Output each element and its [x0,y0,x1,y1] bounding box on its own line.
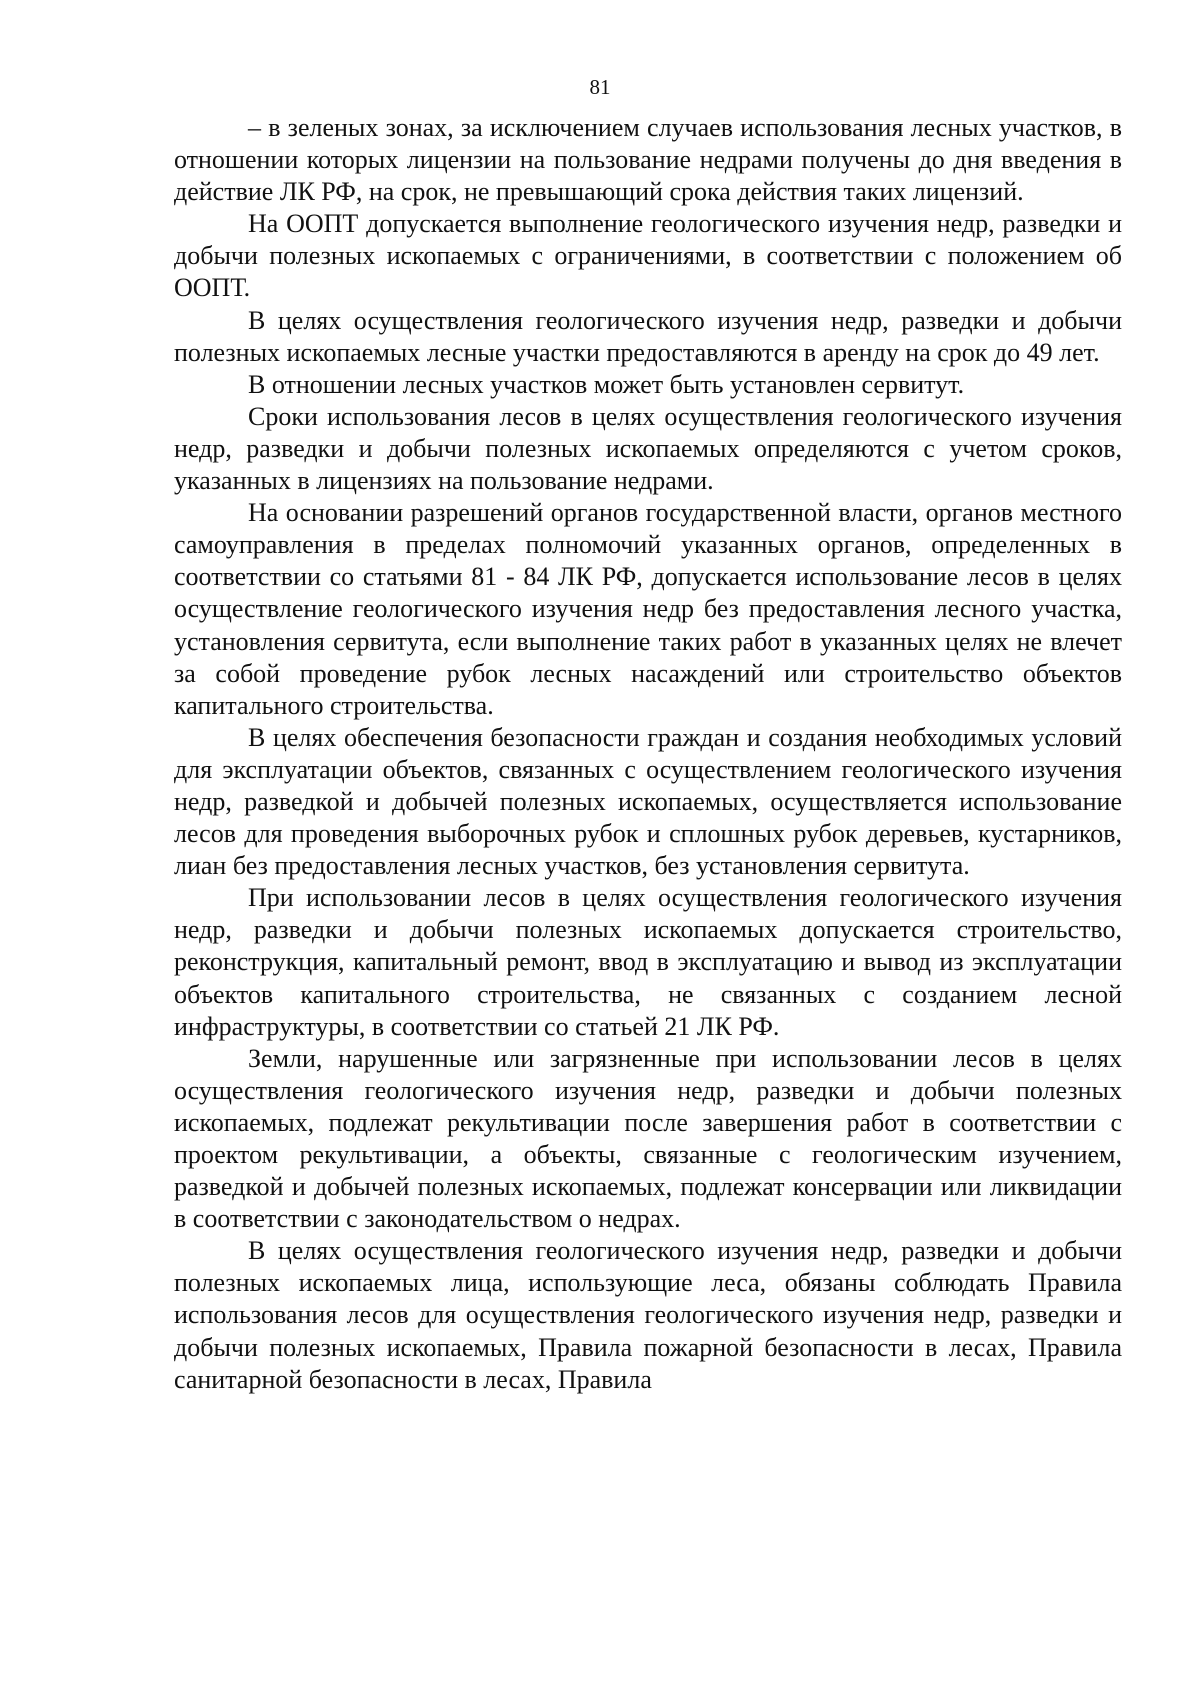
paragraph: В отношении лесных участков может быть установлен сервитут. [248,369,965,399]
paragraph: Сроки использования лесов в целях осуществления геологического изучения недр, разведки и добычи полезных ископаемых определяются с учетом сроков, указанных в лицензиях на пользование недрами. [174,401,1122,496]
paragraph: В целях обеспечения безопасности граждан и создания необходимых условий для эксплуатации объектов, связанных с осуществлением геологического изучения недр, разведкой и добычей полезных ископаемых, осуществляется использование лесов для проведения выборочных рубок и сплошных рубок деревьев, кустарников, лиан без предоставления лесных участков, без установления сервитута. [174,722,1122,881]
page-number: 81 [589,75,611,99]
paragraph: В целях осуществления геологического изучения недр, разведки и добычи полезных ископаемых лесные участки предоставляются в аренду на срок до 49 лет. [174,305,1122,367]
paragraph: – в зеленых зонах, за исключением случаев использования лесных участков, в отношении которых лицензии на пользование недрами получены до дня введения в действие ЛК РФ, на срок, не превышающий срока действия таких лицензий. [174,113,1122,207]
paragraph: На ООПТ допускается выполнение геологического изучения недр, разведки и добычи полезных ископаемых с ограничениями, в соответствии с положением об ООПТ. [174,209,1122,303]
paragraph: На основании разрешений органов государственной власти, органов местного самоуправления в пределах полномочий указанных органов, определенных в соответствии со статьями 81 - 84 ЛК РФ, допускается использование лесов в целях осуществление геологического изучения недр без предоставления лесного участка, установления сервитута, если выполнение таких работ в указанных целях не влечет за собой проведение рубок лесных насаждений или строительство объектов капитального строительства. [174,498,1122,720]
body-text [174,112,1122,1396]
paragraph: Земли, нарушенные или загрязненные при использовании лесов в целях осуществления геологического изучения недр, разведки и добычи полезных ископаемых, подлежат рекультивации после завершения работ в соответствии с проектом рекультивации, а объекты, связанные с геологическим изучением, разведкой и добычей полезных ископаемых, подлежат консервации или ликвидации в соответствии с законодательством о недрах. [174,1043,1122,1234]
paragraph: В целях осуществления геологического изучения недр, разведки и добычи полезных ископаемых лица, использующие леса, обязаны соблюдать Правила использования лесов для осуществления геологического изучения недр, разведки и добычи полезных ископаемых, Правила пожарной безопасности в лесах, Правила санитарной безопасности в лесах, Правила [174,1236,1122,1394]
paragraph: При использовании лесов в целях осуществления геологического изучения недр, разведки и добычи полезных ископаемых допускается строительство, реконструкция, капитальный ремонт, ввод в эксплуатацию и вывод из эксплуатации объектов капитального строительства, не связанных с созданием лесной инфраструктуры, в соответствии со статьей 21 ЛК РФ. [174,883,1122,1041]
